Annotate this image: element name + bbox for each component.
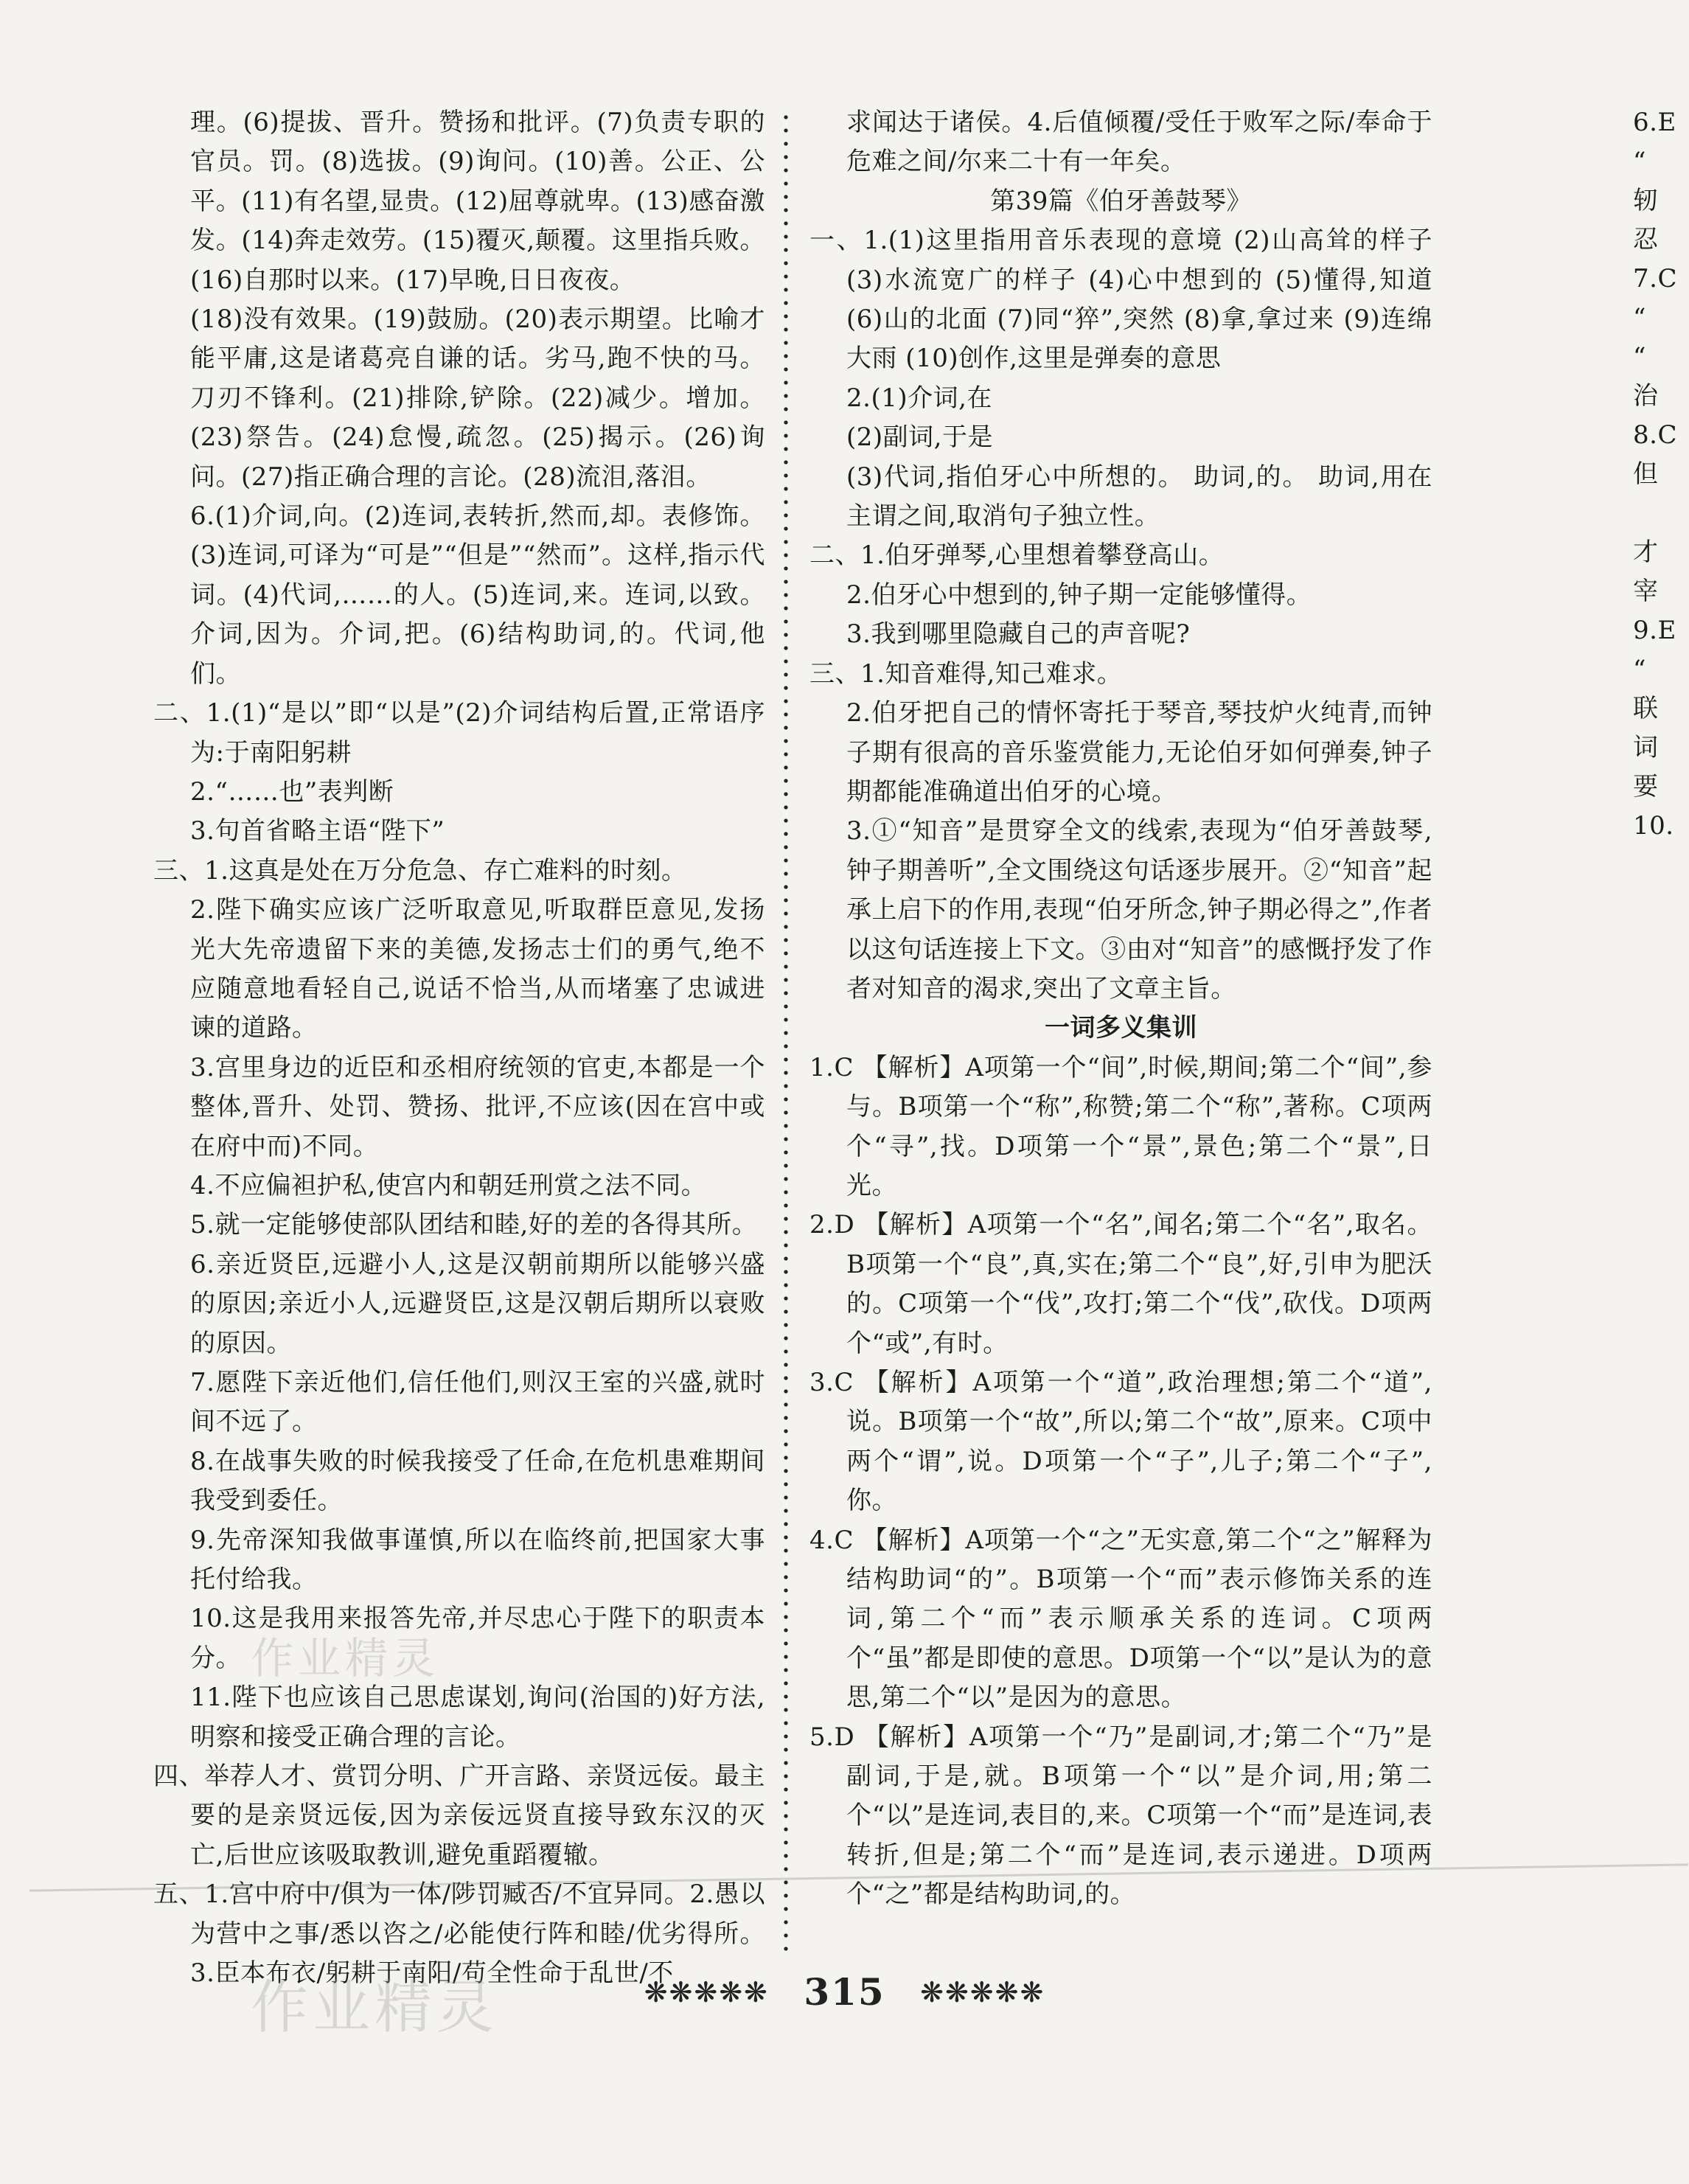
answer-paragraph: (18)没有效果。(19)鼓励。(20)表示期望。比喻才能平庸,这是诸葛亮自谦的话。劣马,跑不快的马。刀刃不锋利。(21)排除,铲除。(22)减少。增加。(23)祭告。(24)怠慢,疏忽。(25)揭示。(26)询问。(27)指正确合理的言论。(28)流泪,落泪。 — [190, 305, 765, 492]
cropped-line-fragment: 联 — [1633, 694, 1659, 723]
answer-paragraph: 5.D 【解析】A项第一个“乃”是副词,才;第二个“乃”是副词,于是,就。B项第一个“以”是介词,用;第二个“以”是连词,表目的,来。C项第一个“而”是连词,表转折,但是;第二个“而”是连词,表示递进。D项两个“之”都是结构助词,的。 — [809, 1722, 1432, 1910]
answer-paragraph: 2.伯牙心中想到的,钟子期一定能够懂得。 — [846, 580, 1312, 610]
answer-paragraph: (3)代词,指伯牙心中所想的。 助词,的。 助词,用在主谓之间,取消句子独立性。 — [846, 462, 1432, 532]
cropped-line-fragment: 10. — [1633, 811, 1674, 841]
watermark: 作业精灵 — [251, 1975, 499, 2041]
cropped-line-fragment: 词 — [1633, 733, 1659, 762]
page-footer — [0, 1970, 1689, 2014]
page-number: 315 — [804, 1970, 885, 2014]
answer-paragraph: 3.C 【解析】A项第一个“道”,政治理想;第二个“道”,说。B项第一个“故”,所以;第二个“故”,原来。C项中两个“谓”,说。D项第一个“子”,儿子;第二个“子”,你。 — [809, 1368, 1432, 1516]
answer-paragraph: 四、举荐人才、赏罚分明、广开言路、亲贤远佞。最主要的是亲贤远佞,因为亲佞远贤直接导致东汉的灭亡,后世应该吸取教训,避免重蹈覆辙。 — [153, 1762, 765, 1870]
footer-ornament-left: ❋❋❋❋❋ — [644, 1976, 769, 2009]
cropped-line-fragment: “ — [1633, 147, 1646, 176]
answer-paragraph: 8.在战事失败的时候我接受了任命,在危机患难期间我受到委任。 — [190, 1446, 765, 1516]
answer-paragraph: 3.我到哪里隐藏自己的声音呢? — [846, 619, 1191, 650]
answer-paragraph: 4.不应偏袒护私,使宫内和朝廷刑赏之法不同。 — [190, 1170, 707, 1200]
answer-paragraph: 11.陛下也应该自己思虑谋划,询问(治国的)好方法,明察和接受正确合理的言论。 — [190, 1683, 765, 1752]
answer-paragraph: 三、1.知音难得,知己难求。 — [809, 658, 1123, 689]
cropped-line-fragment: 8.C — [1633, 420, 1677, 450]
left-column — [153, 103, 765, 1994]
middle-column — [809, 103, 1432, 1915]
answer-paragraph: 一词多义集训 — [1045, 1013, 1197, 1043]
answer-paragraph: 一、1.(1)这里指用音乐表现的意境 (2)山高耸的样子 (3)水流宽广的样子 (4)心中想到的 (5)懂得,知道 (6)山的北面 (7)同“猝”,突然 (8)拿,拿过来 (9)连绵大雨 (10)创作,这里是弹奏的意思 — [809, 226, 1432, 374]
cropped-line-fragment: 才 — [1633, 538, 1659, 567]
answer-paragraph: 二、1.(1)“是以”即“以是”(2)介词结构后置,正常语序为:于南阳躬耕 — [153, 698, 765, 768]
dotted-column-divider — [783, 111, 789, 1954]
answer-paragraph: 3.宫里身边的近臣和丞相府统领的官吏,本都是一个整体,晋升、处罚、赞扬、批评,不应该(因在宫中或在府中而)不同。 — [190, 1052, 765, 1161]
cropped-line-fragment: 但 — [1633, 459, 1659, 489]
cropped-line-fragment: 轫 — [1633, 186, 1659, 215]
cropped-line-fragment: 6.E — [1633, 108, 1676, 137]
answer-paragraph: 理。(6)提拔、晋升。赞扬和批评。(7)负责专职的官员。罚。(8)选拔。(9)询问。(10)善。公正、公平。(11)有名望,显贵。(12)屈尊就卑。(13)感奋激发。(14)奔走效劳。(15)覆灭,颠覆。这里指兵败。(16)自那时以来。(17)早晚,日日夜夜。 — [190, 108, 765, 295]
answer-paragraph: 6.亲近贤臣,远避小人,这是汉朝前期所以能够兴盛的原因;亲近小人,远避贤臣,这是汉朝后期所以衰败的原因。 — [190, 1249, 765, 1358]
cropped-line-fragment: 要 — [1633, 772, 1659, 801]
cropped-line-fragment: 7.C — [1633, 264, 1677, 293]
answer-paragraph: 9.先帝深知我做事谨慎,所以在临终前,把国家大事托付给我。 — [190, 1525, 765, 1595]
answer-paragraph: 3.句首省略主语“陛下” — [190, 816, 445, 846]
answer-paragraph: 第39篇《伯牙善鼓琴》 — [990, 186, 1252, 216]
answer-paragraph: 2.(1)介词,在 — [846, 383, 992, 413]
answer-paragraph: 二、1.伯牙弹琴,心里想着攀登高山。 — [809, 540, 1225, 571]
cropped-line-fragment: “ — [1633, 655, 1646, 684]
cropped-line-fragment: 宰 — [1633, 577, 1659, 606]
cropped-line-fragment: “ — [1633, 342, 1646, 372]
answer-paragraph: 10.这是我用来报答先帝,并尽忠心于陛下的职责本分。 — [190, 1604, 765, 1673]
watermark: 作业精灵 — [251, 1633, 440, 1683]
cropped-line-fragment: “ — [1633, 303, 1646, 333]
answer-paragraph: 5.就一定能够使部队团结和睦,好的差的各得其所。 — [190, 1210, 758, 1240]
answer-paragraph: 4.C 【解析】A项第一个“之”无实意,第二个“之”解释为结构助词“的”。B项第一个“而”表示修饰关系的连词,第二个“而”表示顺承关系的连词。C项两个“虽”都是即使的意思。D项第一个“以”是认为的意思,第二个“以”是因为的意思。 — [809, 1525, 1432, 1713]
answer-paragraph: 3.①“知音”是贯穿全文的线索,表现为“伯牙善鼓琴,钟子期善听”,全文围绕这句话逐步展开。②“知音”起承上启下的作用,表现“伯牙所念,钟子期必得之”,作者以这句话连接上下文。③由对“知音”的感慨抒发了作者对知音的渴求,突出了文章主旨。 — [846, 816, 1432, 1004]
answer-paragraph: 2.D 【解析】A项第一个“名”,闻名;第二个“名”,取名。B项第一个“良”,真,实在;第二个“良”,好,引申为肥沃的。C项第一个“伐”,攻打;第二个“伐”,砍伐。D项两个“或”,有时。 — [809, 1210, 1432, 1358]
answer-paragraph: (2)副词,于是 — [846, 422, 993, 453]
footer-ornament-right: ❋❋❋❋❋ — [920, 1976, 1045, 2009]
answer-paragraph: 求闻达于诸侯。4.后值倾覆/受任于败军之际/奉命于危难之间/尔来二十有一年矣。 — [846, 108, 1432, 177]
answer-paragraph: 2.陛下确实应该广泛听取意见,听取群臣意见,发扬光大先帝遗留下来的美德,发扬志士们的勇气,绝不应随意地看轻自己,说话不恰当,从而堵塞了忠诚进谏的道路。 — [190, 895, 765, 1043]
answer-paragraph: 五、1.宫中府中/俱为一体/陟罚臧否/不宜异同。2.愚以为营中之事/悉以咨之/必能使行阵和睦/优劣得所。3.臣本布衣/躬耕于南阳/苟全性命于乱世/不 — [153, 1879, 765, 1989]
answer-paragraph: 6.(1)介词,向。(2)连词,表转折,然而,却。表修饰。(3)连词,可译为“可是”“但是”“然而”。这样,指示代词。(4)代词,……的人。(5)连词,来。连词,以致。介词,因为。介词,把。(6)结构助词,的。代词,他们。 — [190, 501, 765, 689]
cropped-line-fragment: 忍 — [1633, 225, 1659, 254]
answer-paragraph: 2.伯牙把自己的情怀寄托于琴音,琴技炉火纯青,而钟子期有很高的音乐鉴赏能力,无论伯牙如何弹奏,钟子期都能准确道出伯牙的心境。 — [846, 698, 1432, 807]
answer-paragraph: 1.C 【解析】A项第一个“间”,时候,期间;第二个“间”,参与。B项第一个“称”,称赞;第二个“称”,著称。C项两个“寻”,找。D项第一个“景”,景色;第二个“景”,日光。 — [809, 1052, 1432, 1200]
cropped-line-fragment — [1633, 494, 1689, 533]
cropped-line-fragment: 9.E — [1633, 616, 1676, 645]
answer-paragraph: 7.愿陛下亲近他们,信任他们,则汉王室的兴盛,就时间不远了。 — [190, 1368, 765, 1437]
answer-paragraph: 三、1.这真是处在万分危急、存亡难料的时刻。 — [153, 855, 687, 886]
cropped-right-column — [1633, 103, 1689, 846]
answer-paragraph: 2.“……也”表判断 — [190, 776, 394, 807]
cropped-line-fragment: 治 — [1633, 381, 1659, 411]
